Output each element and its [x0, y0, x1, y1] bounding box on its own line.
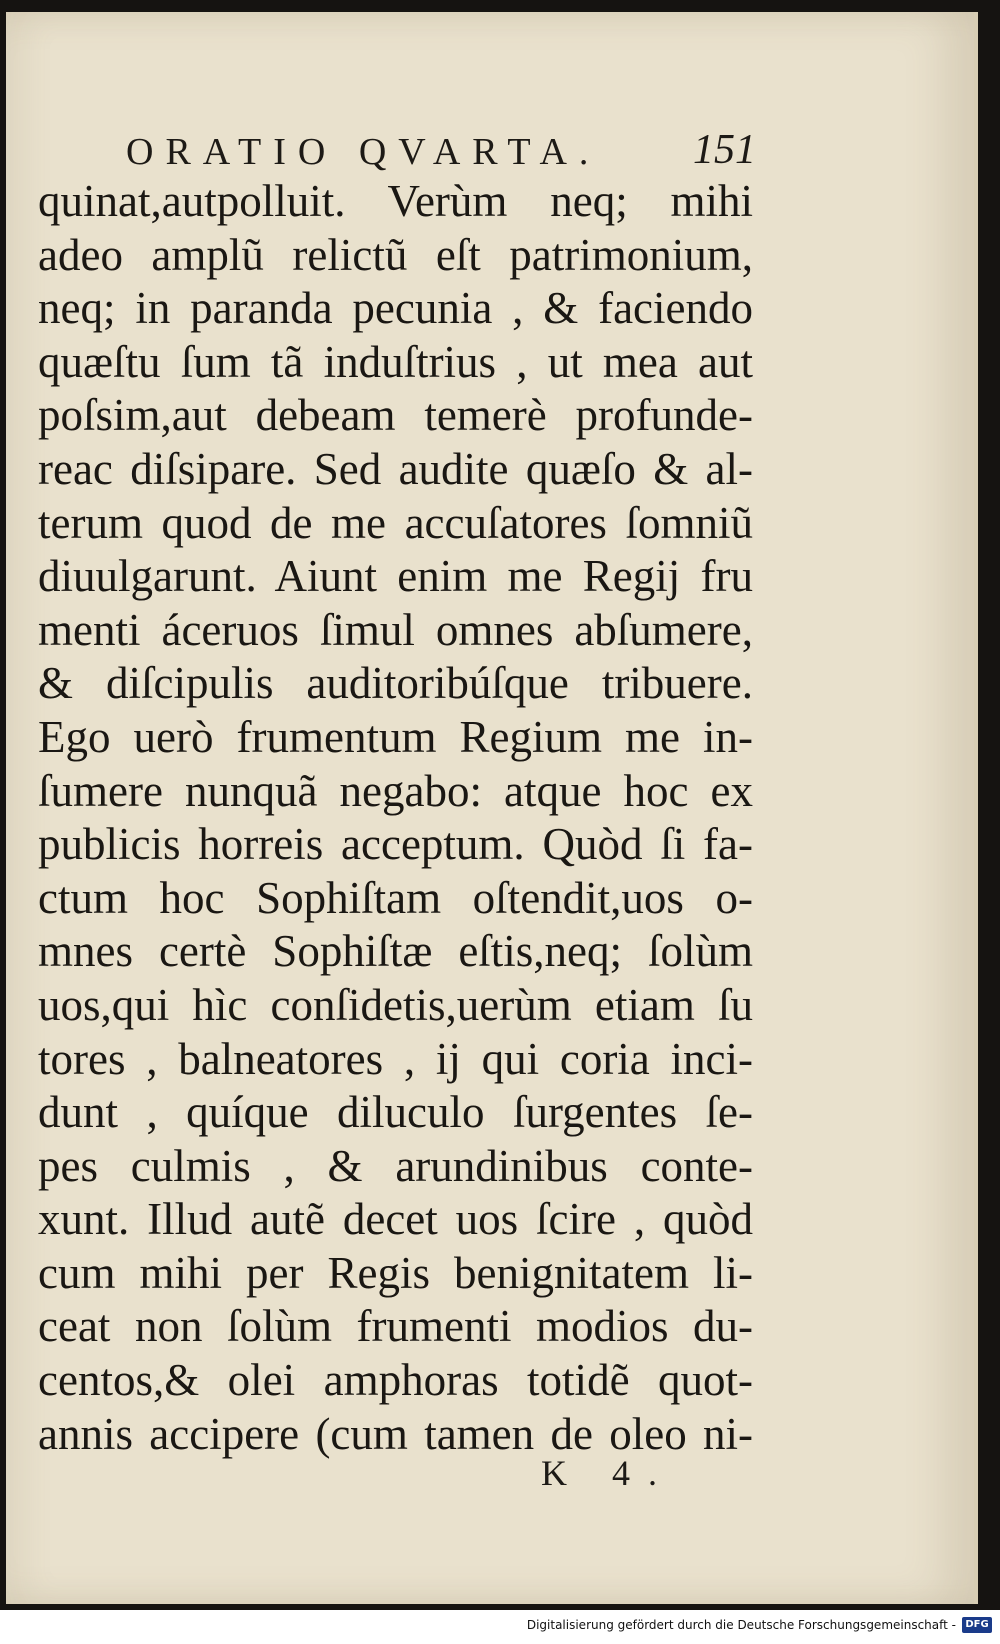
text-line: xunt. Illud autẽ decet uos ſcire , quòd — [38, 1194, 753, 1245]
running-head-title: ORATIO QVARTA. — [126, 131, 601, 173]
footer-credit: Digitalisierung gefördert durch die Deutsche Forschungsgemeinschaft - — [526, 1618, 956, 1632]
text-line: adeo amplũ relictũ eſt patrimonium, — [38, 229, 753, 280]
running-head — [126, 127, 756, 180]
text-line: Ego uerò frumentum Regium me in- — [38, 711, 753, 762]
signature-mark: K 4. — [541, 1453, 675, 1493]
book-page — [6, 12, 978, 1604]
footer-bar — [0, 1610, 1000, 1644]
text-line: diuulgarunt. Aiunt enim me Regij fru — [38, 551, 753, 602]
text-line: uos,qui hìc conſidetis,uerùm etiam ſu — [38, 979, 753, 1030]
text-line: publicis horreis acceptum. Quòd ſi fa- — [38, 819, 753, 870]
text-line: poſsim,aut debeam temerè profunde- — [38, 390, 753, 441]
text-line: menti áceruos ſimul omnes abſumere, — [38, 604, 753, 655]
text-line: quæſtu ſum tã induſtrius , ut mea aut — [38, 336, 753, 387]
text-body — [38, 175, 753, 1461]
text-line: tores , balneatores , ij qui coria inci- — [38, 1033, 753, 1084]
dfg-logo-icon: DFG — [962, 1617, 992, 1633]
text-line: cum mihi per Regis benignitatem li- — [38, 1247, 753, 1298]
text-line: pes culmis , & arundinibus conte- — [38, 1140, 753, 1191]
text-line: ſumere nunquã negabo: atque hoc ex — [38, 765, 753, 816]
text-line: terum quod de me accuſatores ſomniũ — [38, 497, 753, 548]
text-line: & diſcipulis auditoribúſque tribuere. — [38, 658, 753, 709]
text-line: ctum hoc Sophiſtam oſtendit,uos o- — [38, 872, 753, 923]
text-line: centos,& olei amphoras totidẽ quot- — [38, 1355, 753, 1406]
text-line: quinat,autpolluit. Verùm neq; mihi — [38, 176, 753, 226]
text-line: reac diſsipare. Sed audite quæſo & al- — [38, 443, 753, 494]
text-line: annis accipere (cum tamen de oleo ni- — [38, 1408, 753, 1459]
text-line: neq; in paranda pecunia , & faciendo — [38, 283, 753, 334]
page-number: 151 — [693, 127, 756, 173]
text-line: ceat non ſolùm frumenti modios du- — [38, 1301, 753, 1352]
text-line: mnes certè Sophiſtæ eſtis,neq; ſolùm — [38, 926, 753, 977]
text-line: dunt , quíque diluculo ſurgentes ſe- — [38, 1087, 753, 1138]
